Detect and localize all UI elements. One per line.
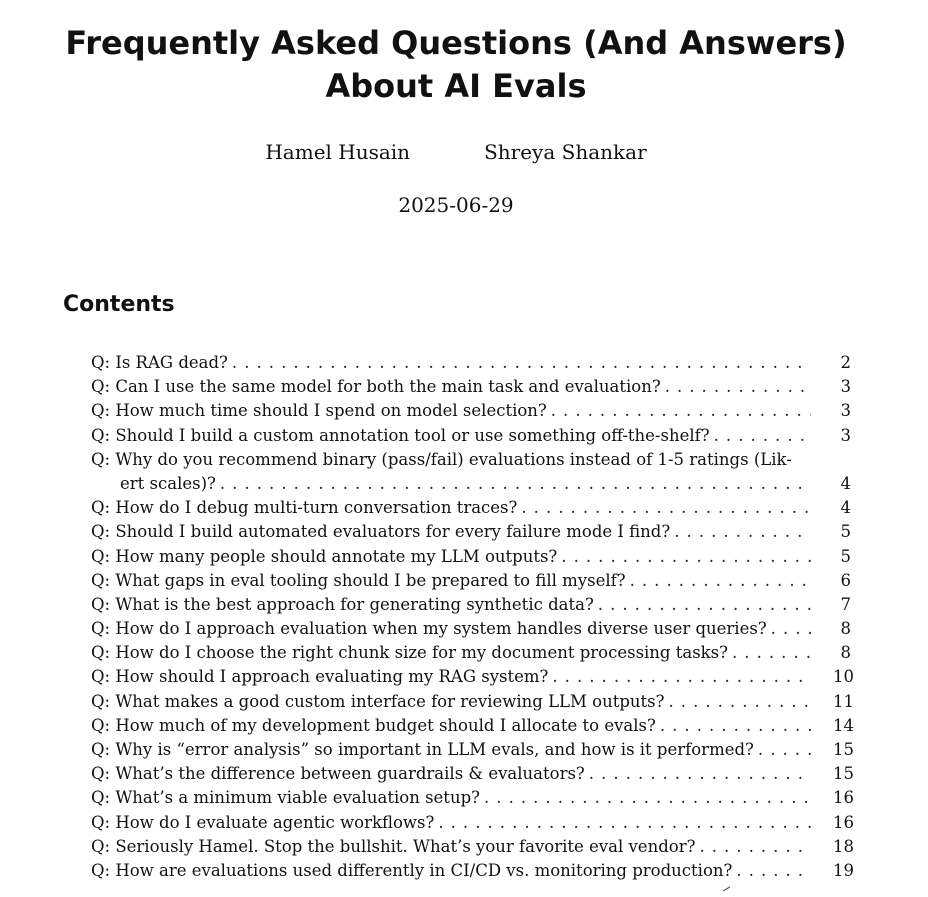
toc-leader-dots: [438, 811, 811, 835]
toc-entry[interactable]: [91, 496, 851, 520]
toc-leader-dots: [758, 738, 811, 762]
toc-entry[interactable]: [91, 569, 851, 593]
toc-entry[interactable]: [91, 835, 854, 859]
toc-leader-dots: [714, 424, 811, 448]
toc-page-number[interactable]: 11: [833, 691, 854, 711]
toc-leader-dots: [660, 714, 811, 738]
toc-page-number[interactable]: 10: [833, 667, 854, 687]
toc-entry[interactable]: [91, 811, 854, 835]
contents-heading: Contents: [63, 292, 175, 317]
toc-entry-text[interactable]: Q: How are evaluations used differently in CI/CD vs. monitoring production?: [91, 860, 733, 880]
toc-entry[interactable]: [91, 641, 851, 665]
toc-entry-text[interactable]: Q: How should I approach evaluating my RAG system?: [91, 667, 549, 687]
table-of-contents: [91, 351, 854, 883]
toc-entry[interactable]: [91, 424, 851, 448]
toc-entry[interactable]: [91, 399, 851, 423]
toc-leader-dots: [630, 569, 811, 593]
toc-page-number[interactable]: 15: [833, 764, 854, 784]
toc-entry[interactable]: [91, 714, 854, 738]
toc-leader-dots: [736, 859, 811, 883]
document-title: [0, 22, 912, 108]
toc-entry[interactable]: [91, 617, 851, 641]
toc-entry[interactable]: [91, 593, 851, 617]
toc-entry-text[interactable]: Q: What gaps in eval tooling should I be prepared to fill myself?: [91, 570, 626, 590]
toc-page-number[interactable]: 2: [840, 353, 851, 372]
toc-page-number[interactable]: 16: [833, 788, 854, 808]
toc-leader-dots: [665, 375, 811, 399]
toc-entry[interactable]: [91, 690, 854, 714]
toc-entry[interactable]: [91, 448, 851, 496]
toc-entry-text[interactable]: Q: Why do you recommend binary (pass/fail) evaluations instead of 1-5 ratings (Lik-: [91, 449, 792, 469]
toc-entry-text[interactable]: Q: How much of my development budget should I allocate to evals?: [91, 715, 656, 735]
toc-page-number[interactable]: 7: [840, 594, 851, 614]
toc-entry[interactable]: [91, 351, 851, 375]
toc-leader-dots: [598, 593, 811, 617]
toc-page-number[interactable]: 5: [840, 546, 851, 566]
toc-leader-dots: [732, 641, 811, 665]
toc-page-number[interactable]: 16: [833, 812, 854, 832]
toc-page-number[interactable]: 18: [833, 836, 854, 856]
toc-entry[interactable]: [91, 665, 854, 689]
toc-page-number[interactable]: 8: [840, 643, 851, 663]
toc-entry-text[interactable]: Q: What’s the difference between guardrails & evaluators?: [91, 764, 585, 784]
document-date: 2025-06-29: [398, 193, 514, 217]
toc-entry-text[interactable]: Q: What makes a good custom interface for reviewing LLM outputs?: [91, 691, 665, 711]
toc-entry-text[interactable]: Q: Can I use the same model for both the main task and evaluation?: [91, 377, 661, 397]
toc-leader-dots: [484, 786, 811, 810]
toc-leader-dots: [232, 351, 811, 375]
toc-entry-text[interactable]: Q: How much time should I spend on model selection?: [91, 401, 547, 421]
toc-page-number[interactable]: 14: [833, 715, 854, 735]
toc-leader-dots: [589, 762, 811, 786]
toc-page-number[interactable]: 3: [840, 425, 851, 445]
toc-entry-text[interactable]: Q: Is RAG dead?: [91, 353, 228, 372]
toc-leader-dots: [674, 520, 811, 544]
author-name: Shreya Shankar: [484, 140, 647, 164]
toc-page-number[interactable]: 19: [833, 860, 854, 880]
toc-entry[interactable]: [91, 738, 854, 762]
toc-entry-text[interactable]: Q: How many people should annotate my LLM outputs?: [91, 546, 558, 566]
toc-page-number[interactable]: 4: [840, 473, 851, 493]
toc-entry[interactable]: [91, 375, 851, 399]
toc-entry-text[interactable]: Q: Why is “error analysis” so important in LLM evals, and how is it performed?: [91, 740, 754, 760]
toc-entry[interactable]: [91, 786, 854, 810]
toc-page-number[interactable]: 3: [840, 401, 851, 421]
title-line-1: Frequently Asked Questions (And Answers): [65, 24, 847, 62]
toc-entry[interactable]: [91, 762, 854, 786]
toc-page-number[interactable]: 5: [840, 522, 851, 542]
toc-entry[interactable]: [91, 520, 851, 544]
authors: [0, 140, 912, 164]
toc-page-number[interactable]: 4: [840, 498, 851, 518]
toc-leader-dots: [220, 472, 811, 496]
toc-leader-dots: [552, 665, 811, 689]
toc-entry-text-continued[interactable]: ert scales)?: [120, 473, 216, 493]
toc-leader-dots: [521, 496, 811, 520]
toc-entry[interactable]: [91, 859, 854, 883]
toc-leader-dots: [668, 690, 811, 714]
toc-leader-dots: [699, 835, 811, 859]
toc-entry-text[interactable]: Q: How do I choose the right chunk size for my document processing tasks?: [91, 643, 728, 663]
toc-entry-text[interactable]: Q: Should I build automated evaluators for every failure mode I find?: [91, 522, 671, 542]
toc-page-number[interactable]: 15: [833, 740, 854, 760]
toc-leader-dots: [771, 617, 811, 641]
toc-page-number[interactable]: 6: [840, 570, 851, 590]
stray-mark: [723, 886, 733, 896]
author-name: Hamel Husain: [265, 140, 411, 164]
toc-leader-dots: [561, 545, 811, 569]
toc-entry-text[interactable]: Q: How do I debug multi-turn conversation traces?: [91, 498, 518, 518]
toc-entry-text[interactable]: Q: How do I evaluate agentic workflows?: [91, 812, 435, 832]
toc-entry-text[interactable]: Q: Seriously Hamel. Stop the bullshit. What’s your favorite eval vendor?: [91, 836, 696, 856]
toc-entry-text[interactable]: Q: Should I build a custom annotation tool or use something off-the-shelf?: [91, 425, 710, 445]
toc-entry[interactable]: [91, 545, 851, 569]
toc-leader-dots: [551, 399, 811, 423]
toc-entry-text[interactable]: Q: How do I approach evaluation when my system handles diverse user queries?: [91, 619, 767, 639]
toc-page-number[interactable]: 3: [840, 377, 851, 397]
toc-page-number[interactable]: 8: [840, 619, 851, 639]
title-line-2: About AI Evals: [325, 67, 587, 105]
toc-entry-text[interactable]: Q: What is the best approach for generating synthetic data?: [91, 594, 594, 614]
toc-entry-text[interactable]: Q: What’s a minimum viable evaluation setup?: [91, 788, 480, 808]
